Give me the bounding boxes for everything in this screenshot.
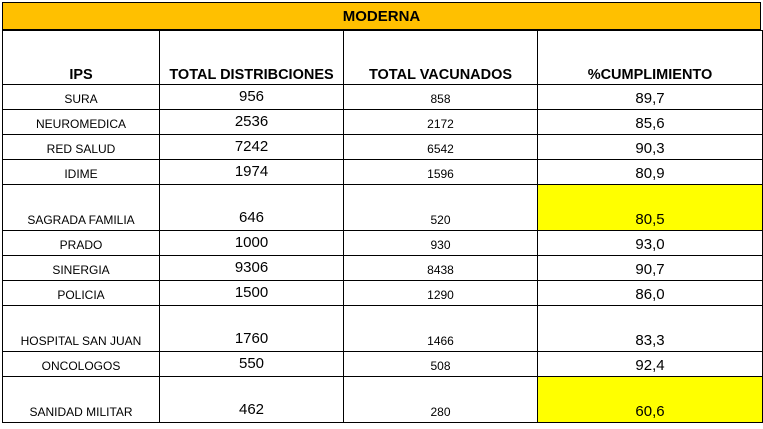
cell-distribuciones: 550 [160, 352, 344, 377]
cell-ips: POLICIA [3, 281, 160, 306]
cell-distribuciones: 1974 [160, 160, 344, 185]
cell-distribuciones: 2536 [160, 110, 344, 135]
cell-cumplimiento: 89,7 [538, 85, 763, 110]
header-total-vacunados: TOTAL VACUNADOS [344, 31, 538, 85]
spreadsheet [2, 2, 762, 427]
cell-ips: HOSPITAL SAN JUAN [3, 306, 160, 352]
header-ips: IPS [3, 31, 160, 85]
table-row [3, 185, 763, 231]
table-row [3, 110, 763, 135]
cell-vacunados: 1596 [344, 160, 538, 185]
cell-cumplimiento: 90,7 [538, 256, 763, 281]
cell-cumplimiento: 93,0 [538, 231, 763, 256]
cell-ips: RED SALUD [3, 135, 160, 160]
cell-ips: SAGRADA FAMILIA [3, 185, 160, 231]
cell-vacunados: 1290 [344, 281, 538, 306]
header-cumplimiento: %CUMPLIMIENTO [538, 31, 763, 85]
cell-cumplimiento-highlighted: 80,5 [538, 185, 763, 231]
cell-vacunados: 2172 [344, 110, 538, 135]
cell-cumplimiento: 83,3 [538, 306, 763, 352]
cell-ips: ONCOLOGOS [3, 352, 160, 377]
vaccination-table [2, 30, 763, 423]
cell-cumplimiento: 80,9 [538, 160, 763, 185]
cell-vacunados: 280 [344, 377, 538, 423]
cell-ips: IDIME [3, 160, 160, 185]
table-row [3, 160, 763, 185]
cell-vacunados: 1466 [344, 306, 538, 352]
table-row [3, 231, 763, 256]
cell-cumplimiento: 86,0 [538, 281, 763, 306]
cell-vacunados: 858 [344, 85, 538, 110]
table-row [3, 85, 763, 110]
table-row [3, 352, 763, 377]
cell-distribuciones: 646 [160, 185, 344, 231]
cell-ips: PRADO [3, 231, 160, 256]
table-row [3, 377, 763, 423]
table-row [3, 256, 763, 281]
cell-distribuciones: 7242 [160, 135, 344, 160]
cell-vacunados: 520 [344, 185, 538, 231]
cell-ips: SURA [3, 85, 160, 110]
cell-vacunados: 6542 [344, 135, 538, 160]
cell-distribuciones: 9306 [160, 256, 344, 281]
cell-cumplimiento-highlighted: 60,6 [538, 377, 763, 423]
table-row [3, 281, 763, 306]
header-row [3, 31, 763, 85]
cell-ips: SINERGIA [3, 256, 160, 281]
table-title: MODERNA [2, 2, 761, 30]
table-row [3, 135, 763, 160]
cell-vacunados: 508 [344, 352, 538, 377]
cell-ips: SANIDAD MILITAR [3, 377, 160, 423]
cell-distribuciones: 1000 [160, 231, 344, 256]
cell-ips: NEUROMEDICA [3, 110, 160, 135]
cell-cumplimiento: 85,6 [538, 110, 763, 135]
table-row [3, 306, 763, 352]
cell-distribuciones: 1500 [160, 281, 344, 306]
header-total-distribuciones: TOTAL DISTRIBCIONES [160, 31, 344, 85]
cell-vacunados: 8438 [344, 256, 538, 281]
cell-cumplimiento: 92,4 [538, 352, 763, 377]
cell-vacunados: 930 [344, 231, 538, 256]
cell-cumplimiento: 90,3 [538, 135, 763, 160]
cell-distribuciones: 462 [160, 377, 344, 423]
cell-distribuciones: 956 [160, 85, 344, 110]
cell-distribuciones: 1760 [160, 306, 344, 352]
